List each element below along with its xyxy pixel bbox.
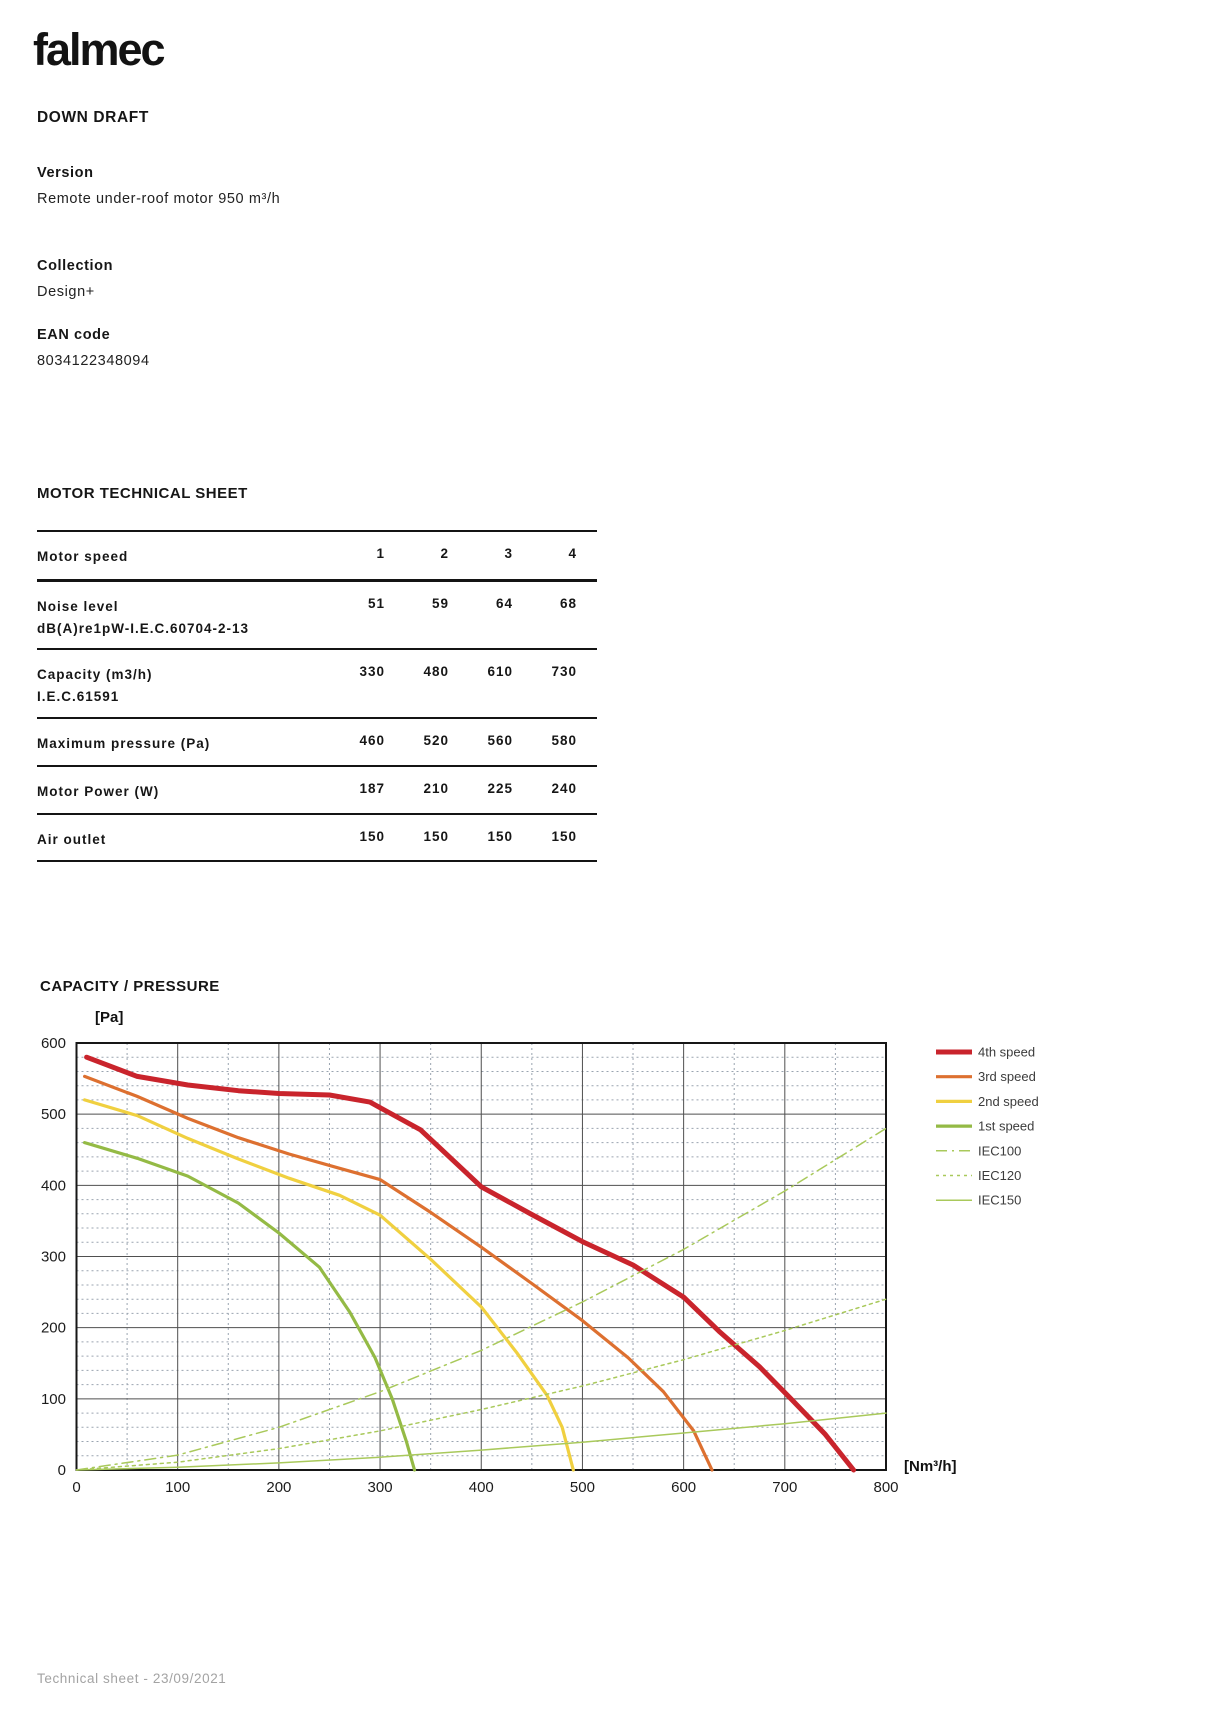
row-sublabel: I.E.C.61591	[37, 689, 120, 704]
x-tick-label: 200	[266, 1479, 292, 1496]
cell-value: 460	[359, 733, 385, 748]
y-tick-label: 500	[40, 1106, 66, 1124]
x-tick-label: 100	[165, 1479, 191, 1496]
table-row-motor-power	[37, 767, 597, 815]
x-tick-label: 800	[873, 1479, 899, 1496]
legend-label-1st-speed: 1st speed	[978, 1118, 1035, 1134]
header-speed-1: 1	[376, 546, 385, 561]
legend-label-4th-speed: 4th speed	[978, 1044, 1036, 1060]
y-tick-label: 300	[40, 1248, 66, 1266]
cell-value: 51	[367, 596, 385, 611]
collection-value: Design+	[37, 284, 95, 300]
x-tick-label: 400	[468, 1479, 494, 1496]
ean-value: 8034122348094	[37, 353, 150, 369]
cell-value: 64	[495, 596, 513, 611]
cell-value: 730	[551, 664, 577, 679]
cell-value: 210	[423, 781, 449, 796]
cell-value: 610	[487, 664, 513, 679]
table-row-air-outlet	[37, 815, 597, 862]
y-tick-label: 400	[40, 1177, 66, 1195]
legend-label-3rd-speed: 3rd speed	[978, 1069, 1036, 1085]
table-row-max-pressure	[37, 719, 597, 767]
legend-label-iec100: IEC100	[978, 1143, 1022, 1159]
table-row-capacity	[37, 650, 597, 719]
cell-value: 560	[487, 733, 513, 748]
x-tick-label: 500	[569, 1479, 595, 1496]
y-tick-label: 200	[40, 1319, 66, 1337]
falmec-logo: falmec	[33, 24, 164, 75]
row-label: Air outlet	[37, 832, 107, 847]
cell-value: 150	[423, 829, 449, 844]
header-speed-2: 2	[440, 546, 449, 561]
capacity-pressure-chart	[0, 1000, 1100, 1530]
row-label: Capacity (m3/h)	[37, 667, 153, 682]
collection-label: Collection	[37, 258, 114, 274]
cell-value: 150	[551, 829, 577, 844]
y-tick-label: 0	[57, 1462, 66, 1479]
x-tick-label: 0	[72, 1479, 81, 1496]
version-label: Version	[37, 165, 94, 181]
motor-table	[37, 530, 597, 862]
cell-value: 187	[359, 781, 385, 796]
table-header-row	[37, 532, 597, 582]
cell-value: 59	[431, 596, 449, 611]
product-title: DOWN DRAFT	[37, 109, 149, 126]
ean-label: EAN code	[37, 327, 111, 343]
x-tick-label: 300	[367, 1479, 393, 1496]
curve-4th-speed	[87, 1057, 854, 1470]
cell-value: 240	[551, 781, 577, 796]
cell-value: 225	[487, 781, 513, 796]
cell-value: 150	[359, 829, 385, 844]
cell-value: 150	[487, 829, 513, 844]
cell-value: 580	[551, 733, 577, 748]
legend-label-iec150: IEC150	[978, 1192, 1022, 1208]
cell-value: 480	[423, 664, 449, 679]
curve-1st-speed	[85, 1143, 415, 1470]
row-label: Noise level	[37, 599, 119, 614]
legend-label-2nd-speed: 2nd speed	[978, 1093, 1039, 1109]
row-label: Maximum pressure (Pa)	[37, 736, 211, 751]
x-tick-label: 600	[671, 1479, 697, 1496]
table-row-noise-level	[37, 582, 597, 650]
y-tick-label: 600	[40, 1035, 66, 1052]
row-label: Motor Power (W)	[37, 784, 160, 799]
cell-value: 330	[359, 664, 385, 679]
legend-label-iec120: IEC120	[978, 1168, 1022, 1183]
y-tick-label: 100	[40, 1390, 66, 1408]
footer-text: Technical sheet - 23/09/2021	[37, 1671, 227, 1686]
version-value: Remote under-roof motor 950 m³/h	[37, 191, 281, 207]
row-sublabel: dB(A)re1pW-I.E.C.60704-2-13	[37, 621, 250, 636]
cell-value: 68	[559, 596, 577, 611]
x-axis-unit: [Nm³/h]	[904, 1458, 957, 1475]
cell-value: 520	[423, 733, 449, 748]
header-speed-4: 4	[568, 546, 577, 561]
header-speed-3: 3	[504, 546, 513, 561]
y-axis-unit: [Pa]	[95, 1009, 124, 1026]
chart-title: CAPACITY / PRESSURE	[40, 978, 220, 995]
header-motor-speed: Motor speed	[37, 549, 129, 564]
motor-table-title: MOTOR TECHNICAL SHEET	[37, 485, 248, 502]
x-tick-label: 700	[772, 1479, 798, 1496]
